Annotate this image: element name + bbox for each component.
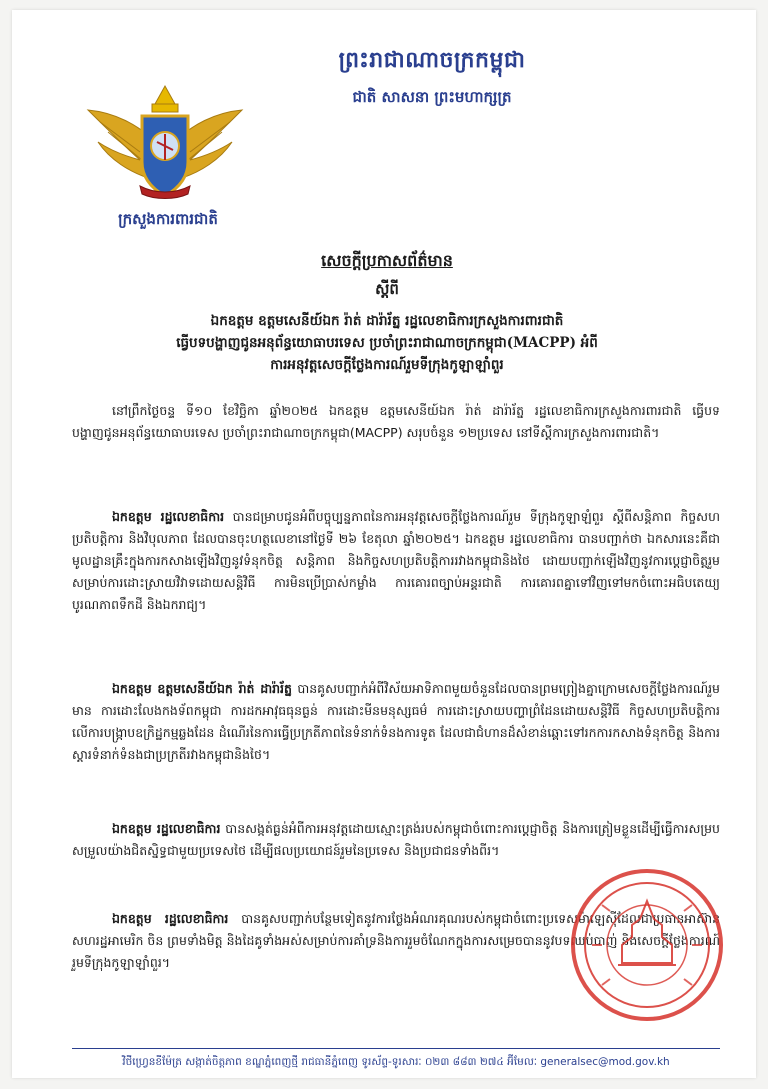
paragraph-4: ឯកឧត្តម រដ្ឋលេខាធិការ បានសង្កត់ធ្ងន់អំពីការអនុវត្តដោយស្មោះត្រង់របស់កម្ពុជាចំពោះការប្តេជ្ញាចិត្ត និងការត្រៀមខ្លួនដើម្បីធ្វើការសម្របសម្រួលយ៉ាងជិតស្និទ្ធជាមួយប្រទេសថៃ ដើម្បីផលប្រយោជន៍រួមនៃប្រទេស និងប្រជាជនទាំងពីរ។ bbox=[72, 821, 720, 858]
press-release-title bbox=[72, 250, 702, 376]
footer-divider bbox=[72, 1048, 720, 1049]
paragraph-2: ឯកឧត្តម រដ្ឋលេខាធិការ បានជម្រាបជូនអំពីបច្ចុប្បន្នភាពនៃការអនុវត្តសេចក្តីថ្លែងការណ៍រួម ទីក្រុងកូឡាឡំពួរ ស្តីពីសន្តិភាព កិច្ចសហប្រតិបត្តិការ និងវិបុលភាព ដែលបានចុះហត្ថលេខានៅថ្ងៃទី ២៦ ខែតុលា ឆ្នាំ២០២៥។ ឯកឧត្តម រដ្ឋលេខាធិការ បានបញ្ជាក់ថា ឯកសារនេះគឺជាមូលដ្ឋានគ្រឹះក្នុងការកសាងឡើងវិញនូវទំនុកចិត្ត សន្តិភាព និងកិច្ចសហប្រតិបត្តិការរវាងកម្ពុជានិងថៃ ដោយបញ្ជាក់ឡើងវិញនូវការប្តេជ្ញាចិត្តរួម សម្រាប់ការដោះស្រាយវិវាទដោយសន្តិវិធី ការមិនប្រើប្រាស់កម្លាំង ការគោរពច្បាប់អន្តរជាតិ ការគោរពគ្នាទៅវិញទៅមកចំពោះអធិបតេយ្យ បូរណភាពទឹកដី និងឯករាជ្យ។ bbox=[72, 509, 720, 612]
title-line-3: ការអនុវត្តសេចក្តីថ្លែងការណ៍រួមទីក្រុងកូឡាឡាំពួរ bbox=[270, 357, 504, 373]
paragraph-lead: ឯកឧត្តម រដ្ឋលេខាធិការ bbox=[112, 509, 225, 524]
footer-email[interactable]: generalsec@mod.gov.kh bbox=[540, 1056, 670, 1068]
title-line-1: ឯកឧត្តម ឧត្តមសេនីយ៍ឯក រ៉ាត់ ដារ៉ារ័ត្ន រដ្ឋលេខាធិការក្រសួងការពារជាតិ bbox=[210, 313, 564, 329]
paragraph-lead: ឯកឧត្តម រដ្ឋលេខាធិការ bbox=[112, 911, 229, 926]
title-line-2: ធ្វើបទបង្ហាញជូនអនុព័ន្ធយោធាបរទេស ប្រចាំព្រះរាជាណាចក្រកម្ពុជា(MACPP) អំពី bbox=[176, 335, 598, 351]
red-official-seal-icon bbox=[562, 865, 732, 1025]
title-subject: ស្តីពី bbox=[375, 280, 399, 298]
paragraph-lead: ឯកឧត្តម ឧត្តមសេនីយ៍ឯក រ៉ាត់ ដារ៉ារ័ត្ន bbox=[112, 681, 292, 696]
kingdom-title: ព្រះរាជាណាចក្រកម្ពុជា bbox=[338, 47, 526, 73]
header-kingdom bbox=[282, 46, 582, 110]
ministry-name: ក្រសួងការពារជាតិ bbox=[118, 210, 218, 228]
paragraph-3: ឯកឧត្តម ឧត្តមសេនីយ៍ឯក រ៉ាត់ ដារ៉ារ័ត្ន បានគូសបញ្ជាក់អំពីវិស័យអាទិភាពមួយចំនួនដែលបានព្រមព្រៀងគ្នាក្រោមសេចក្តីថ្លែងការណ៍រួមមាន ការដោះលែងកងទ័ពកម្ពុជា ការដកអាវុធធុនធ្ងន់ ការដោះមីនមនុស្សធម៌ ការដោះស្រាយបញ្ហាព្រំដែនដោយសន្តិវិធី កិច្ចសហប្រតិបត្តិការលើការបង្ក្រាបឧក្រិដ្ឋកម្មឆ្លងដែន ដំណើរនៃការធ្វើប្រក្រតីភាពនៃទំនាក់ទំនងការទូត ដែលជាជំហានដ៏សំខាន់ឆ្ពោះទៅរកការកសាងទំនុកចិត្ត និងការស្តារទំនាក់ទំនងជាប្រក្រតីរវាងកម្ពុជានិងថៃ។ bbox=[72, 681, 720, 762]
paragraph-1: នៅព្រឹកថ្ងៃចន្ទ ទី១០ ខែវិច្ឆិកា ឆ្នាំ២០២៥ ឯកឧត្តម ឧត្តមសេនីយ៍ឯក រ៉ាត់ ដារ៉ារ័ត្ន រដ្ឋលេខាធិការក្រសួងការពារជាតិ ធ្វើបទបង្ហាញជូនអនុព័ន្ធយោធាបរទេស ប្រចាំព្រះរាជាណាចក្រកម្ពុជា(MACPP) សរុបចំនួន ១២ប្រទេស នៅទីស្តីការក្រសួងការពារជាតិ។ bbox=[72, 403, 720, 440]
footer-address: វិថីហ្វ្រេនខីម៉ែត្រ សង្កាត់ចិត្តភាព ខណ្ឌភ្នំពេញថ្មី រាជធានីភ្នំពេញ ទូរស័ព្ទ-ទូរសារៈ ០២៣ ៨៨៣ ២៧៤ អ៊ីមែលៈ bbox=[122, 1056, 541, 1068]
footer-contact bbox=[72, 1056, 720, 1071]
paragraph-5: ឯកឧត្តម រដ្ឋលេខាធិការ បានគូសបញ្ជាក់បន្ថែមទៀតនូវការថ្លែងអំណរគុណរបស់កម្ពុជាចំពោះប្រទេសម៉ាឡេស៊ីដែលជាប្រធានអាស៊ាន សហរដ្ឋអាមេរិក ចិន ព្រមទាំងមិត្ត និងដៃគូទាំងអស់សម្រាប់ការគាំទ្រនិងការរួមចំណែកក្នុងការសម្រេចបាននូវបទឈប់បាញ់ និងសេចក្តីថ្លែងការណ៍រួមទីក្រុងកូឡាឡាំពួរ។ bbox=[72, 911, 720, 970]
paragraph-lead: ឯកឧត្តម រដ្ឋលេខាធិការ bbox=[112, 821, 221, 836]
ministry-emblem-icon bbox=[80, 82, 250, 212]
national-motto: ជាតិ សាសនា ព្រះមហាក្សត្រ bbox=[352, 88, 512, 106]
document-page bbox=[12, 10, 756, 1078]
title-heading: សេចក្តីប្រកាសព័ត៌មាន bbox=[321, 251, 453, 270]
